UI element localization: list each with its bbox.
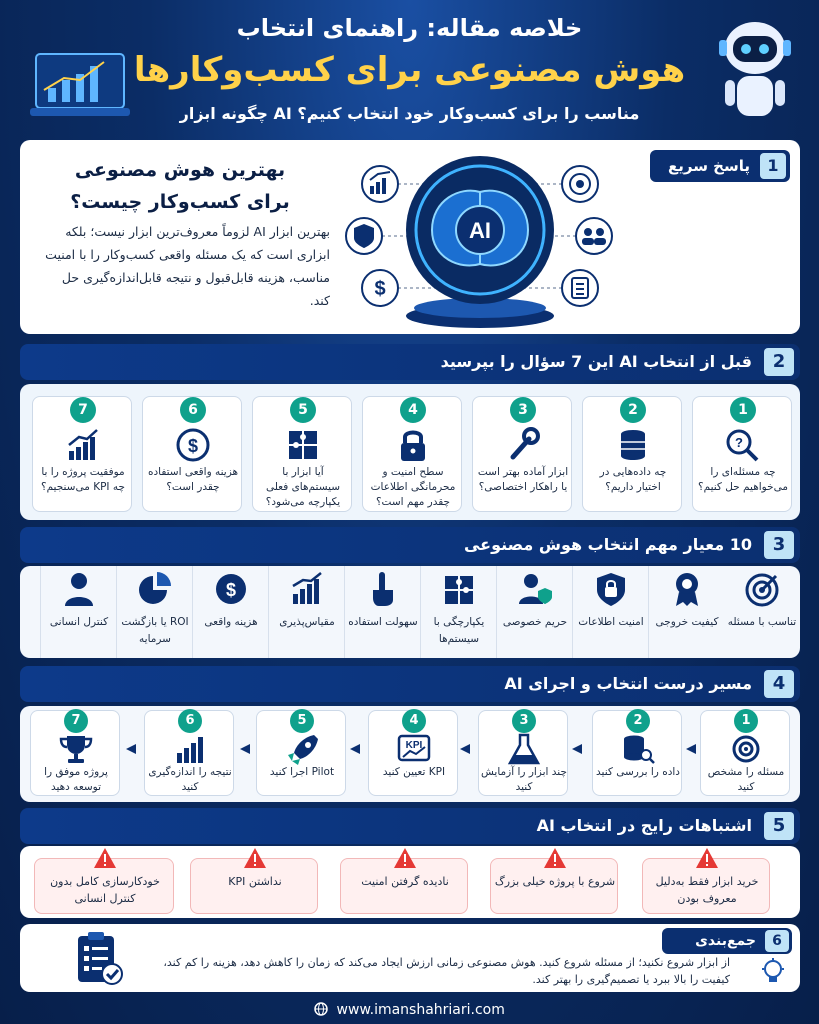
question-card xyxy=(32,396,132,512)
target-icon xyxy=(742,570,782,608)
question-text: موفقیت پروژه را با چه KPI می‌سنجیم؟ xyxy=(41,466,125,493)
step-number: 5 xyxy=(290,709,314,733)
header xyxy=(0,0,819,138)
section-6-label: جمع‌بندی xyxy=(695,933,756,949)
arrow-left-icon xyxy=(238,742,252,756)
arrow-left-icon xyxy=(458,742,472,756)
criterion-item xyxy=(648,566,724,658)
shield-lock-icon xyxy=(591,570,631,608)
header-subtitle: چگونه ابزار AI مناسب را برای کسب‌وکار خود انتخاب کنیم؟ xyxy=(179,104,640,123)
lock-icon xyxy=(393,427,433,463)
section-2-number: 2 xyxy=(764,348,794,376)
roadmap-step xyxy=(144,710,234,796)
question-number: 5 xyxy=(290,397,316,423)
section-5-header xyxy=(20,808,800,844)
section-6-number: 6 xyxy=(765,930,789,952)
user-shield-icon xyxy=(515,570,555,608)
question-card xyxy=(582,396,682,512)
clipboard-check-icon xyxy=(70,930,126,988)
mistake-card xyxy=(490,858,618,914)
trophy-icon xyxy=(58,733,94,765)
step-text: Pilot اجرا کنید xyxy=(269,766,335,778)
criterion-item xyxy=(116,566,192,658)
mistake-card xyxy=(190,858,318,914)
arrow-left-icon xyxy=(684,742,698,756)
mistake-text: شروع با پروژه خیلی بزرگ xyxy=(494,875,616,888)
question-card xyxy=(692,396,792,512)
criterion-item xyxy=(268,566,344,658)
step-number: 3 xyxy=(512,709,536,733)
question-text: ابزار آماده بهتر است یا راهکار اختصاصی؟ xyxy=(477,466,569,493)
question-card xyxy=(142,396,242,512)
question-card xyxy=(252,396,352,512)
section-6-header xyxy=(662,928,792,954)
step-text: مسئله را مشخص کنید xyxy=(707,766,785,793)
question-number: 1 xyxy=(730,397,756,423)
step-number: 2 xyxy=(626,709,650,733)
robot-icon xyxy=(715,14,795,124)
question-number: 7 xyxy=(70,397,96,423)
roadmap-step xyxy=(256,710,346,796)
section-4-header xyxy=(20,666,800,702)
question-number: 4 xyxy=(400,397,426,423)
roadmap-step xyxy=(30,710,120,796)
header-title: هوش مصنوعی برای کسب‌وکارها xyxy=(133,50,686,90)
question-number: 6 xyxy=(180,397,206,423)
step-text: چند ابزار را آزمایش کنید xyxy=(481,766,567,793)
step-text: پروژه موفق را توسعه دهید xyxy=(44,766,108,793)
warning-icon xyxy=(695,847,719,869)
step-text: داده را بررسی کنید xyxy=(596,766,680,778)
criterion-item xyxy=(40,566,116,658)
section-questions xyxy=(20,384,800,520)
section-3-number: 3 xyxy=(764,531,794,559)
database-icon xyxy=(613,427,653,463)
section-4-title: مسیر درست انتخاب و اجرای AI xyxy=(504,674,752,693)
step-number: 6 xyxy=(178,709,202,733)
step-text: نتیجه را اندازه‌گیری کنید xyxy=(148,766,232,793)
criterion-text: هزینه واقعی xyxy=(204,616,258,628)
kpi-icon xyxy=(396,733,432,765)
mistake-text: نادیده گرفتن امنیت xyxy=(361,875,449,888)
mistake-text: خرید ابزار فقط به‌دلیل معروف بودن xyxy=(655,875,759,905)
step-text: KPI تعیین کنید xyxy=(382,766,446,778)
svg-text:$: $ xyxy=(374,278,386,300)
criterion-item xyxy=(192,566,268,658)
section-conclusion xyxy=(20,924,800,992)
question-text: آیا ابزار با سیستم‌های فعلی یکپارچه می‌شود؟ xyxy=(265,466,341,508)
hand-pointer-icon xyxy=(363,570,403,608)
award-icon xyxy=(667,570,707,608)
puzzle-icon xyxy=(439,570,479,608)
section-1-label: پاسخ سریع xyxy=(667,157,750,175)
rocket-icon xyxy=(284,733,320,765)
database-search-icon xyxy=(620,733,656,765)
section-2-header xyxy=(20,344,800,380)
arrow-left-icon xyxy=(570,742,584,756)
dollar-icon xyxy=(173,427,213,463)
question-text: هزینه واقعی استفاده چقدر است؟ xyxy=(147,466,239,493)
quick-answer-question: بهترین هوش مصنوعی برای کسب‌وکار چیست؟ xyxy=(70,159,290,213)
criterion-text: کنترل انسانی xyxy=(49,616,109,628)
criterion-item xyxy=(496,566,572,658)
warning-icon xyxy=(393,847,417,869)
quick-answer-text: بهترین ابزار AI لزوماً معروف‌ترین ابزار نیست؛ بلکه ابزاری است که یک مسئله واقعی کسب‌وکار را با امنیت مناسب، هزینه قابل‌قبول و نتیجه قابل‌اندازه‌گیری حل کند. xyxy=(45,224,330,308)
criterion-text: ROI یا بازگشت سرمایه xyxy=(121,616,189,645)
website-link[interactable]: www.imanshahriari.com xyxy=(336,1002,505,1018)
mistake-text: خودکارسازی کامل بدون کنترل انسانی xyxy=(50,875,160,905)
mistake-text: نداشتن KPI xyxy=(228,875,282,888)
growth-chart-icon xyxy=(63,427,103,463)
section-5-title: اشتباهات رایج در انتخاب AI xyxy=(536,816,752,835)
criterion-text: حریم خصوصی xyxy=(502,616,568,628)
question-card xyxy=(472,396,572,512)
section-1-header xyxy=(650,150,790,182)
step-number: 1 xyxy=(734,709,758,733)
ai-brain-illustration xyxy=(320,146,640,334)
warning-icon xyxy=(243,847,267,869)
bar-chart-icon xyxy=(287,570,327,608)
wrench-icon xyxy=(503,427,543,463)
roadmap-step xyxy=(478,710,568,796)
question-number: 3 xyxy=(510,397,536,423)
question-text: چه مسئله‌ای را می‌خواهیم حل کنیم؟ xyxy=(698,466,788,493)
criterion-text: کیفیت خروجی xyxy=(655,616,719,628)
mistake-card xyxy=(642,858,770,914)
bar-chart-icon xyxy=(172,733,208,765)
warning-icon xyxy=(93,847,117,869)
conclusion-text: از ابزار شروع نکنید؛ از مسئله شروع کنید. هوش مصنوعی زمانی ارزش ایجاد می‌کند که زمان را کاهش دهد، هزینه را کم کند، کیفیت را بالا ببرد یا تصمیم‌گیری را بهتر کند. xyxy=(163,956,730,986)
mistake-card xyxy=(340,858,468,914)
roadmap-step xyxy=(368,710,458,796)
footer xyxy=(0,996,819,1024)
svg-text:$: $ xyxy=(187,436,199,456)
section-mistakes xyxy=(20,846,800,918)
criterion-text: سهولت استفاده xyxy=(348,616,418,628)
svg-text:?: ? xyxy=(735,435,743,450)
step-number: 7 xyxy=(64,709,88,733)
section-3-title: 10 معیار مهم انتخاب هوش مصنوعی xyxy=(463,535,752,554)
section-3-header xyxy=(20,527,800,563)
question-text: چه داده‌هایی در اختیار داریم؟ xyxy=(599,466,667,493)
search-question-icon xyxy=(723,427,763,463)
criterion-item xyxy=(344,566,420,658)
criterion-item xyxy=(420,566,496,658)
warning-icon xyxy=(543,847,567,869)
section-1-number: 1 xyxy=(760,153,786,179)
ai-core-label: AI xyxy=(469,218,491,243)
criterion-text: تناسب با مسئله xyxy=(727,616,797,628)
pie-chart-icon xyxy=(135,570,175,608)
criterion-text: یکپارچگی با سیستم‌ها xyxy=(433,616,485,645)
users-icon xyxy=(576,218,612,254)
section-5-number: 5 xyxy=(764,812,794,840)
flask-icon xyxy=(506,733,542,765)
section-roadmap xyxy=(20,706,800,802)
question-card xyxy=(362,396,462,512)
dollar-icon xyxy=(211,570,251,608)
section-criteria xyxy=(20,566,800,658)
criterion-text: امنیت اطلاعات xyxy=(578,616,644,628)
lightbulb-icon xyxy=(760,958,786,986)
step-number: 4 xyxy=(402,709,426,733)
section-quick-answer xyxy=(20,140,800,334)
svg-text:$: $ xyxy=(225,580,237,600)
globe-icon xyxy=(314,1002,328,1016)
user-icon xyxy=(59,570,99,608)
arrow-left-icon xyxy=(348,742,362,756)
section-2-title: قبل از انتخاب AI این 7 سؤال را بپرسید xyxy=(440,352,752,371)
question-text: سطح امنیت و محرمانگی اطلاعات چقدر مهم است؟ xyxy=(370,466,456,508)
mistake-card xyxy=(34,858,174,914)
question-number: 2 xyxy=(620,397,646,423)
roadmap-step xyxy=(700,710,790,796)
section-4-number: 4 xyxy=(764,670,794,698)
kpi-icon-text: KPI xyxy=(405,740,423,751)
target-icon xyxy=(728,733,764,765)
header-line-1: خلاصه مقاله: راهنمای انتخاب xyxy=(236,14,583,42)
arrow-left-icon xyxy=(124,742,138,756)
criterion-item xyxy=(572,566,648,658)
criterion-item xyxy=(724,566,800,658)
roadmap-step xyxy=(592,710,682,796)
criterion-text: مقیاس‌پذیری xyxy=(279,616,335,628)
puzzle-icon xyxy=(283,427,323,463)
